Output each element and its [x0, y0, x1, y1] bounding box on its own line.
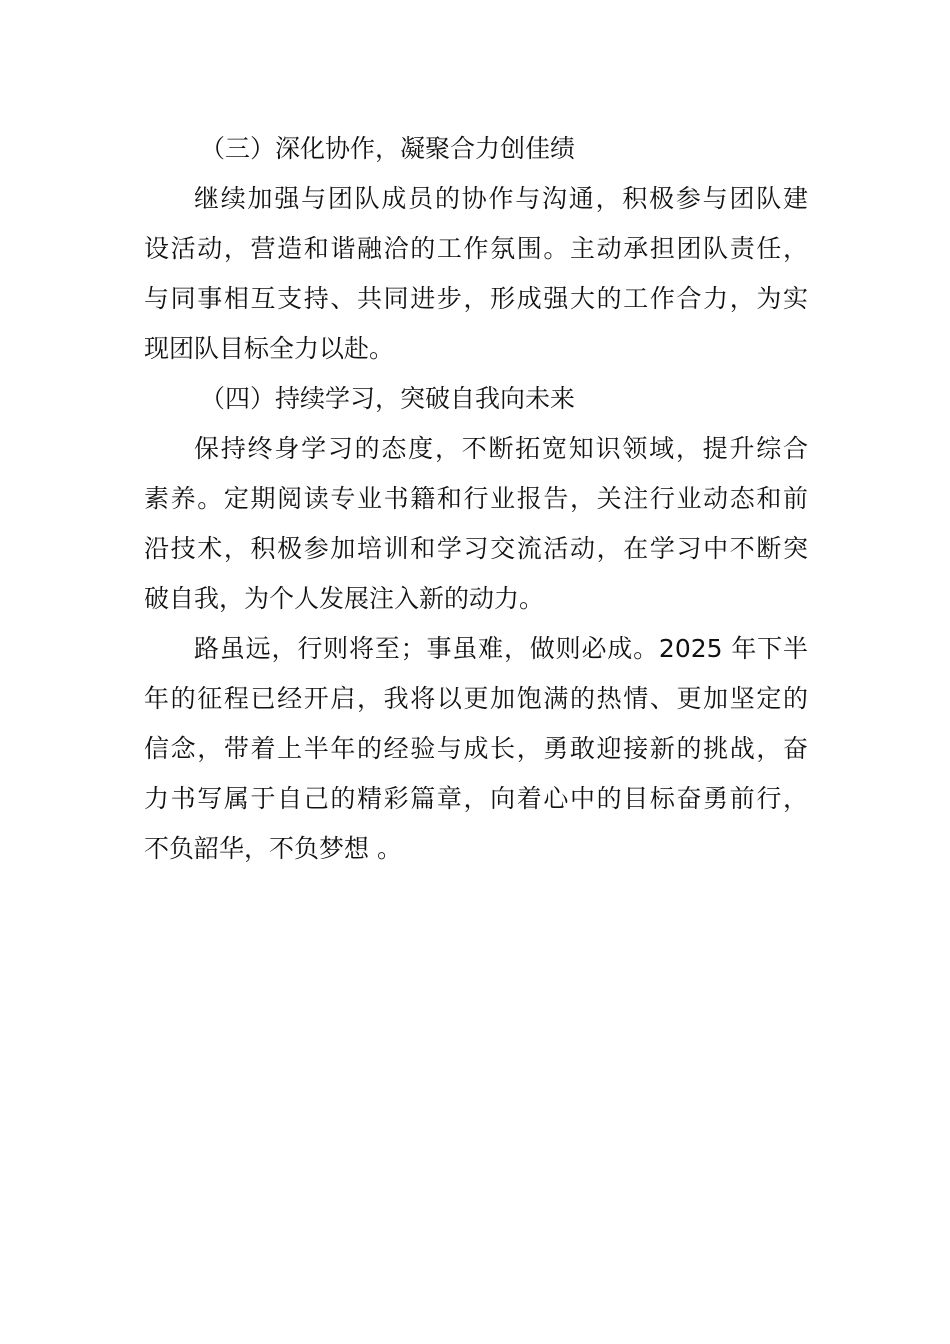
paragraph-line: 设活动，营造和谐融洽的工作氛围。主动承担团队责任， — [144, 234, 808, 263]
closing-paragraph — [144, 624, 808, 874]
paragraph-line: 保持终身学习的态度，不断拓宽知识领域，提升综合 — [194, 434, 808, 463]
paragraph-line: 与同事相互支持、共同进步，形成强大的工作合力，为实 — [144, 284, 808, 313]
paragraph-line: 破自我，为个人发展注入新的动力。 — [144, 584, 545, 613]
paragraph-line: 年的征程已经开启，我将以更加饱满的热情、更加坚定的 — [144, 684, 808, 713]
paragraph-line: 沿技术，积极参加培训和学习交流活动，在学习中不断突 — [144, 534, 808, 563]
section-paragraph-3 — [144, 174, 808, 374]
paragraph-line: 不负韶华，不负梦想 。 — [144, 834, 402, 863]
paragraph-line: 现团队目标全力以赴。 — [144, 334, 395, 363]
paragraph-line: 路虽远，行则将至；事虽难，做则必成。2025 年下半 — [194, 634, 808, 663]
paragraph-line: 信念，带着上半年的经验与成长，勇敢迎接新的挑战，奋 — [144, 734, 808, 763]
paragraph-line: 素养。定期阅读专业书籍和行业报告，关注行业动态和前 — [144, 484, 808, 513]
document-body — [144, 124, 808, 874]
paragraph-line: 继续加强与团队成员的协作与沟通，积极参与团队建 — [194, 184, 808, 213]
section-heading-4: （四）持续学习，突破自我向未来 — [200, 384, 576, 413]
section-paragraph-4 — [144, 424, 808, 624]
section-heading-3: （三）深化协作，凝聚合力创佳绩 — [200, 134, 576, 163]
paragraph-line: 力书写属于自己的精彩篇章，向着心中的目标奋勇前行， — [144, 784, 808, 813]
